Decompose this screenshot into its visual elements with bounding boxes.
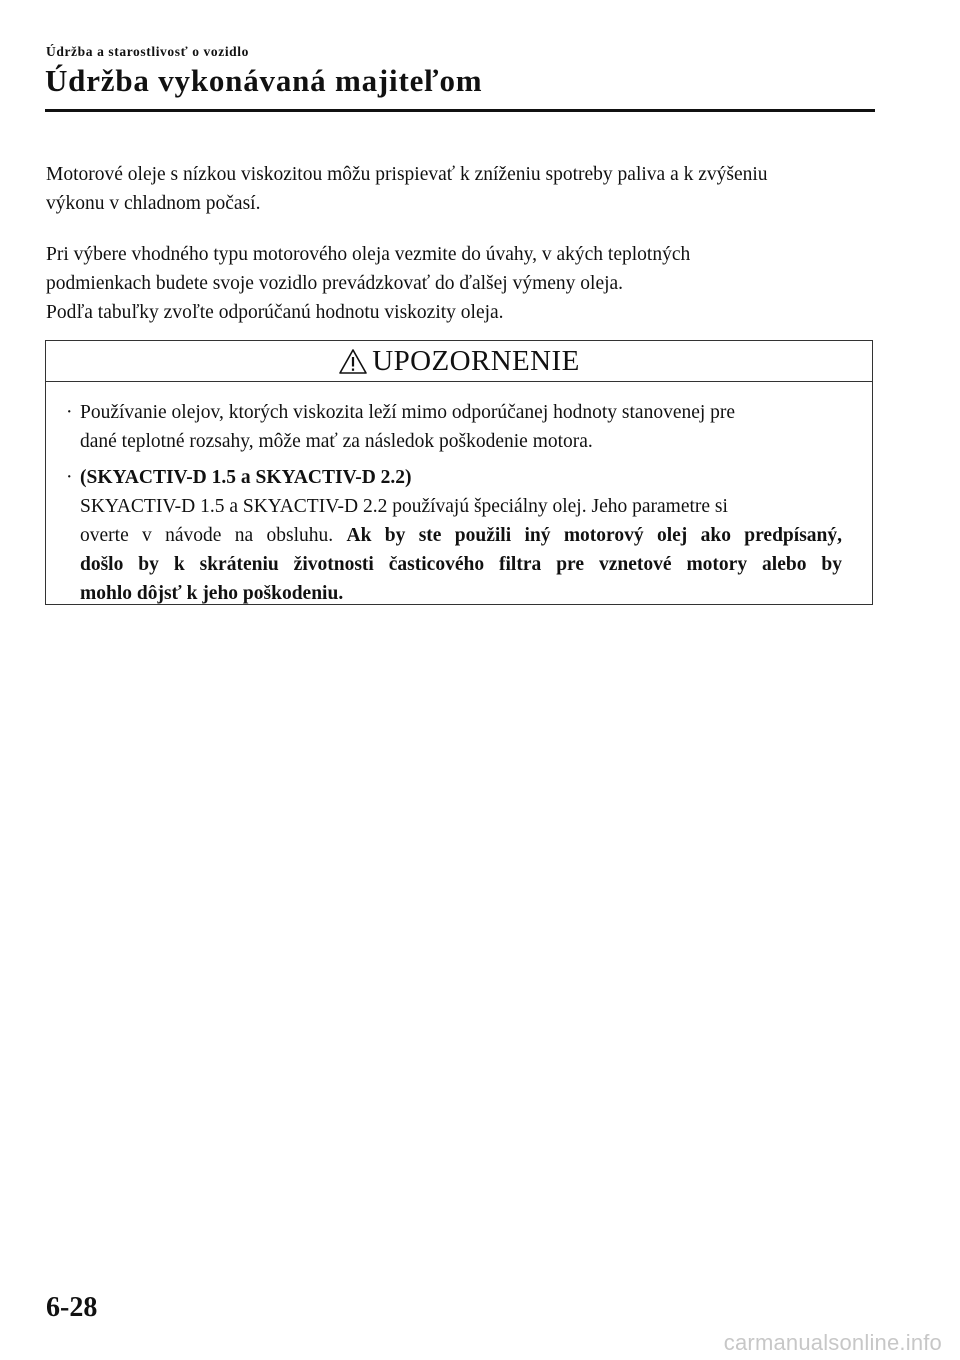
selection-paragraph xyxy=(46,240,876,327)
section-label: Údržba a starostlivosť o vozidlo xyxy=(46,44,249,59)
caution-line: Používanie olejov, ktorých viskozita leží mimo odporúčanej hodnoty stanovenej pre xyxy=(80,402,736,423)
caution-box xyxy=(45,340,873,605)
caution-item xyxy=(66,463,842,608)
paragraph-line: výkonu v chladnom počasí. xyxy=(46,193,261,214)
caution-item xyxy=(66,398,842,456)
caution-header xyxy=(46,341,872,382)
caution-list xyxy=(46,382,872,608)
caution-text: overte v návode na obsluhu. xyxy=(80,525,347,546)
caution-line xyxy=(80,521,842,550)
bullet: · xyxy=(66,467,73,488)
paragraph-line: Pri výbere vhodného typu motorového oleja vezmite do úvahy, v akých teplotných xyxy=(46,244,691,265)
page-title: Údržba vykonávaná majiteľom xyxy=(45,63,483,98)
caution-line: dané teplotné rozsahy, môže mať za následok poškodenie motora. xyxy=(80,431,593,452)
caution-bold-line: mohlo dôjsť k jeho poškodeniu. xyxy=(80,583,344,604)
intro-paragraph xyxy=(46,160,876,218)
caution-line: SKYACTIV-D 1.5 a SKYACTIV-D 2.2 používajú špeciálny olej. Jeho parametre si xyxy=(80,496,728,517)
site-watermark: carmanualsonline.info xyxy=(723,1330,942,1355)
caution-bold-line: došlo by k skráteniu životnosti časticového filtra pre vznetové motory alebo by xyxy=(80,554,842,575)
paragraph-line: Motorové oleje s nízkou viskozitou môžu prispievať k zníženiu spotreby paliva a k zvýšeniu xyxy=(46,164,768,185)
caution-title: UPOZORNENIE xyxy=(372,344,580,377)
paragraph-line: podmienkach budete svoje vozidlo prevádzkovať do ďalšej výmeny oleja. xyxy=(46,273,624,294)
caution-subheading: (SKYACTIV-D 1.5 a SKYACTIV-D 2.2) xyxy=(80,467,412,488)
caution-bold-text: Ak by ste použili iný motorový olej ako predpísaný, xyxy=(346,525,842,546)
bullet: · xyxy=(66,402,73,423)
page-number: 6-28 xyxy=(46,1292,98,1323)
paragraph-line: Podľa tabuľky zvoľte odporúčanú hodnotu viskozity oleja. xyxy=(46,302,504,323)
warning-triangle-icon xyxy=(338,348,368,375)
title-divider xyxy=(45,109,875,112)
